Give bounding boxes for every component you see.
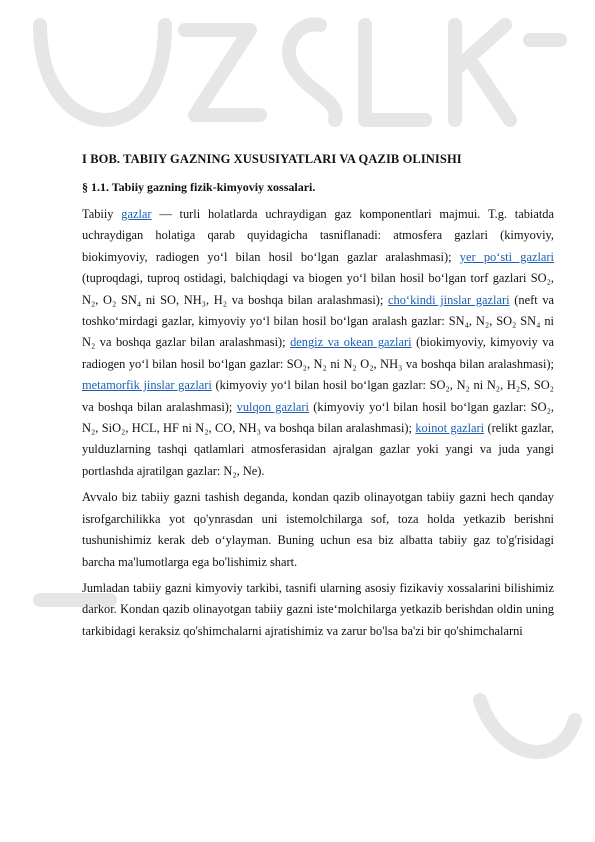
link-koinot-gazlari[interactable]: koinot gazlari [415,421,485,436]
paragraph-2: Avvalo biz tabiiy gazni tashish deganda, kondan qazib olinayotgan tabiiy gazni hech qanday isrofgarchilikka yot qo'ynrasdan uni istemolchilarga sof, toza holda yetkazib berishni tushunishimiz kerak deb oʻylayman. Buning uchun esa biz albatta tabiiy gaz to'g'risidagi barcha ma'lumotlarga ega bo'lishimiz shart. [82,490,554,569]
chapter-heading: I BOB. TABIIY GAZNING XUSUSIYATLARI VA QAZIB OLINISHI [82,152,462,166]
text-span: — turli holatlarda uchraydigan gaz komponentlari majmui. T.g. tabiatda uchraydigan holatiga qarab quyidagicha tasniflanadi: atmosfera gazlari (kimyoviy, biokimyoviy, radiogen yoʻl bilan hosil boʻlgan gazlar aralashmasi); [82,207,554,264]
text-span: (relikt gazlar, yulduzlarning tashqi qatlamlari atmosferasidan ajralgan gazlar yoki yangi va juda yangi portlashda ajratilgan gazlar: N₂, Ne). [82,421,554,478]
link-chokindi-jinslar-gazlari[interactable]: choʻkindi jinslar gazlari [388,292,510,307]
link-metamorfik-jinslar-gazlari[interactable]: metamorfik jinslar gazlari [82,378,212,393]
text-span: (neft va toshkoʻmirdagi gazlar, kimyoviy yoʻl bilan hosil boʻlgan aralash gazlar: SN₄, N₂, SO₂ SN₄ ni N₂ va boshqa gazlar bilan aralashmasi); [82,292,555,350]
text-span: (kimyoviy yoʻl bilan hosil boʻlgan gazlar: SO₂, N₂ ni N₂, H₂S, SO₂ va boshqa bilan aralashmasi); [82,378,554,414]
text-span: (tuproqdagi, tuproq ostidagi, balchiqdagi va biogen yoʻl bilan hosil boʻlgan torf gazlari SO₂, N₂, O₂ SN₄ ni SO, NH₃, H₂ va boshqa bilan aralashmasi); [82,271,554,307]
link-yer-posti-gazlari[interactable]: yer poʻsti gazlari [459,249,554,264]
link-gazlar[interactable]: gazlar [121,207,152,221]
text-span: (biokimyoviy, kimyoviy va radiogen yoʻl bilan hosil boʻlgan gazlar: SO₂, N₂ ni N₂ O₂, NH₃ va boshqa bilan aralashmasi); [82,335,554,371]
text-span: Tabiiy [82,207,122,221]
paragraph-1 [82,204,554,482]
text-span: (kimyoviy yoʻl bilan hosil boʻlgan gazlar: SO₂, N₂, SiO₂, HCL, HF ni N₂, CO, NH₃ va boshqa bilan aralashmasi); [82,399,554,436]
section-heading: § 1.1. Tabiiy gazning fizik-kimyoviy xossalari. [82,180,316,194]
document-page [82,150,554,647]
link-dengiz-va-okean-gazlari[interactable]: dengiz va okean gazlari [290,335,412,350]
paragraph-3: Jumladan tabiiy gazni kimyoviy tarkibi, tasnifi ularning asosiy fizikaviy xossalarini bilishimiz darkor. Kondan qazib olinayotgan tabiiy gazni isteʻmolchilarga yetkazib berishdan oldin uning tarkibidagi keraksiz qo'shimchalarni ajratishimiz va zarur bo'lsa ba'zi bir qo'shimchalarni [82,580,554,638]
link-vulqon-gazlari[interactable]: vulqon gazlari [236,399,309,414]
